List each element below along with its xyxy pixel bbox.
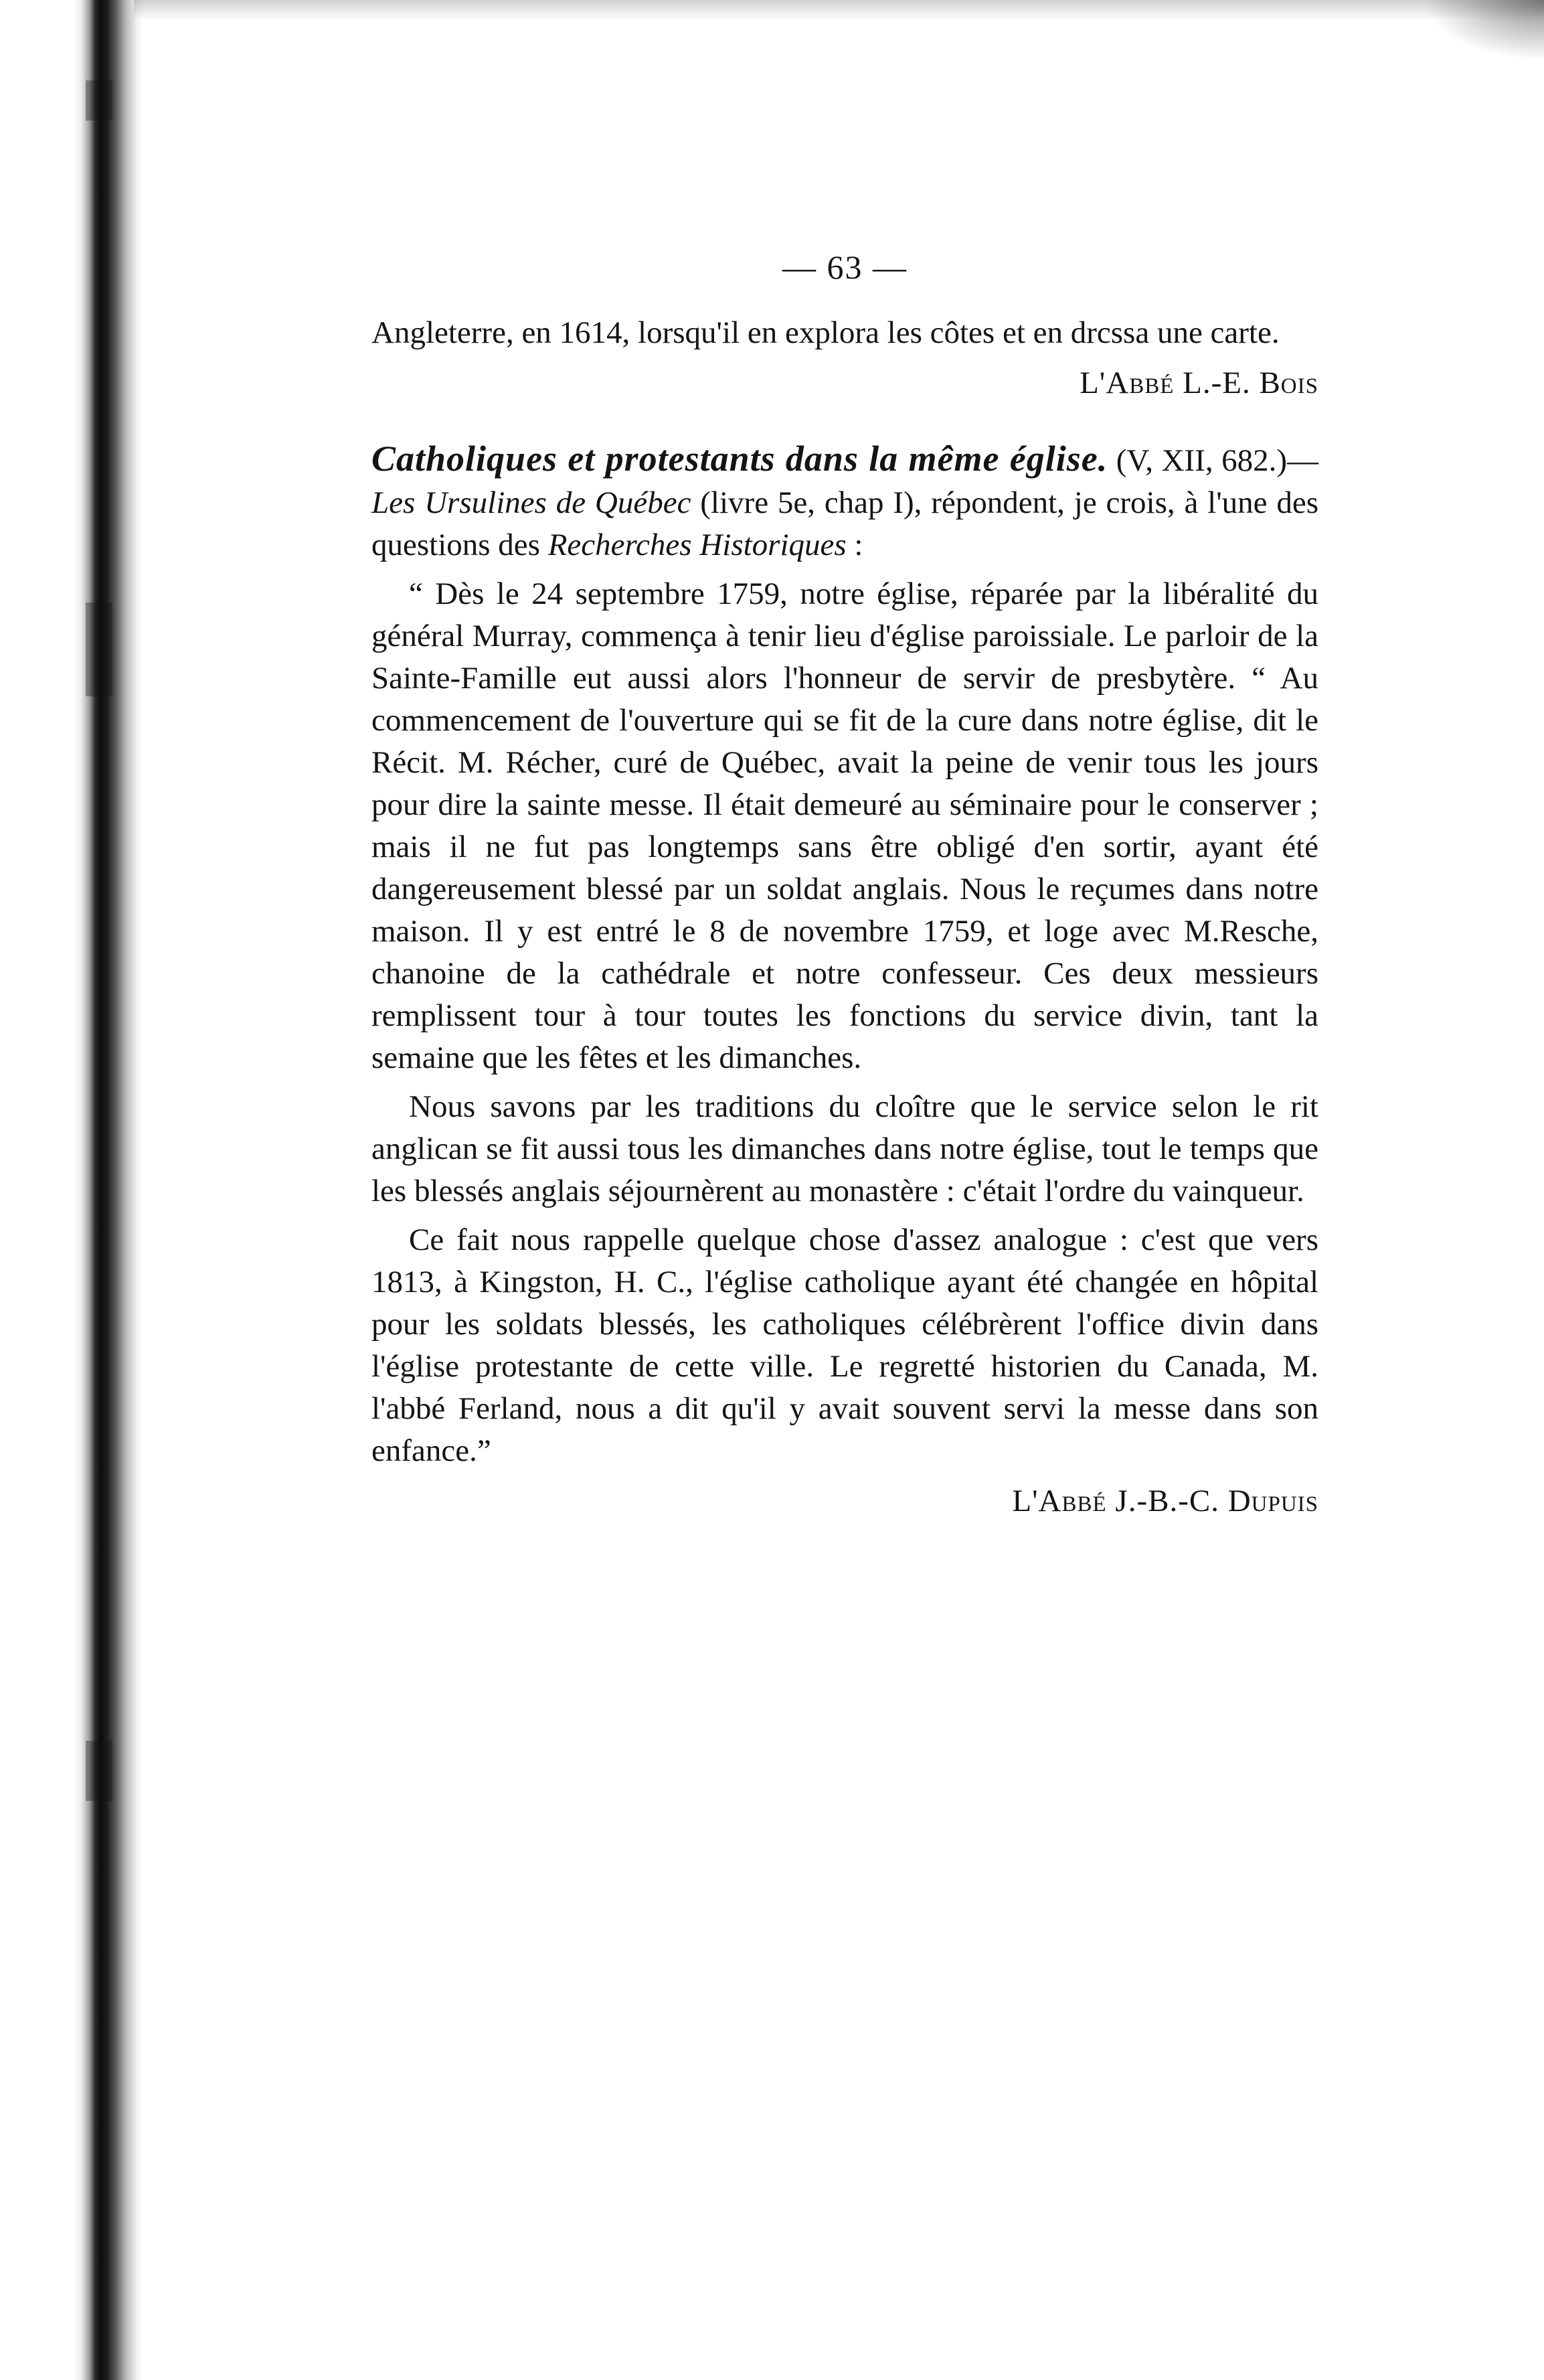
entry-intro-text: (livre 5e, chap I), répondent, je crois, à l'une des questions des <box>371 485 1318 562</box>
entry-intro-paragraph <box>371 438 1318 566</box>
scan-speck <box>86 603 112 696</box>
continuation-paragraph: Angleterre, en 1614, lorsqu'il en explora les côtes et en drcssa une carte. <box>371 315 1280 350</box>
scan-speck <box>86 1741 112 1801</box>
scan-top-edge <box>134 0 1544 20</box>
quote-paragraph: “ Dès le 24 septembre 1759, notre église, réparée par la libéralité du général Murray, commença à tenir lieu d'église paroissiale. Le parloir de la Sainte-Famille eut aussi alors l'honneur de servir de presbytère. “ Au commencement de l'ouverture qui se fit de la cure dans notre église, dit le Récit. M. Récher, curé de Québec, avait la peine de venir tous les jours pour dire la sainte messe. Il était demeuré au séminaire pour le conserver ; mais il ne fut pas longtemps sans être obligé d'en sortir, ayant été dangereusement blessé par un soldat anglais. Nous le reçumes dans notre maison. Il y est entré le 8 de novembre 1759, et loge avec M.Resche, chanoine de la cathédrale et notre confesseur. Ces deux messieurs remplissent tour à tour toutes les fonctions du service divin, tant la semaine que les fêtes et les dimanches. <box>371 576 1318 1075</box>
page-text <box>371 248 1318 1556</box>
scan-corner-smudge <box>1424 0 1544 60</box>
journal-title: Recherches Historiques <box>547 528 847 562</box>
signature-bois: L'Abbé L.-E. Bois <box>1080 366 1318 400</box>
scan-speck <box>86 80 112 121</box>
entry-heading: Catholiques et protestants dans la même église. <box>371 439 1108 479</box>
entry-reference: (V, XII, 682.)— <box>1108 443 1319 478</box>
signature-dupuis: L'Abbé J.-B.-C. Dupuis <box>1012 1484 1318 1518</box>
entry-intro-end: : <box>846 528 863 562</box>
binding-shadow <box>0 0 144 2380</box>
quote-paragraph: Ce fait nous rappelle quelque chose d'assez analogue : c'est que vers 1813, à Kingston, H. C., l'église catholique ayant été changée en hôpital pour les soldats blessés, les catholiques célébrèrent l'office divin dans l'église protestante de cette ville. Le regretté historien du Canada, M. l'abbé Ferland, nous a dit qu'il y avait souvent servi la messe dans son enfance.” <box>371 1222 1318 1468</box>
page-number: — 63 — <box>782 248 908 286</box>
quote-paragraph: Nous savons par les traditions du cloître que le service selon le rit anglican se fit aussi tous les dimanches dans notre église, tout le temps que les blessés anglais séjournèrent au monastère : c'était l'ordre du vainqueur. <box>371 1089 1318 1208</box>
source-title: Les Ursulines de Québec <box>371 485 691 520</box>
